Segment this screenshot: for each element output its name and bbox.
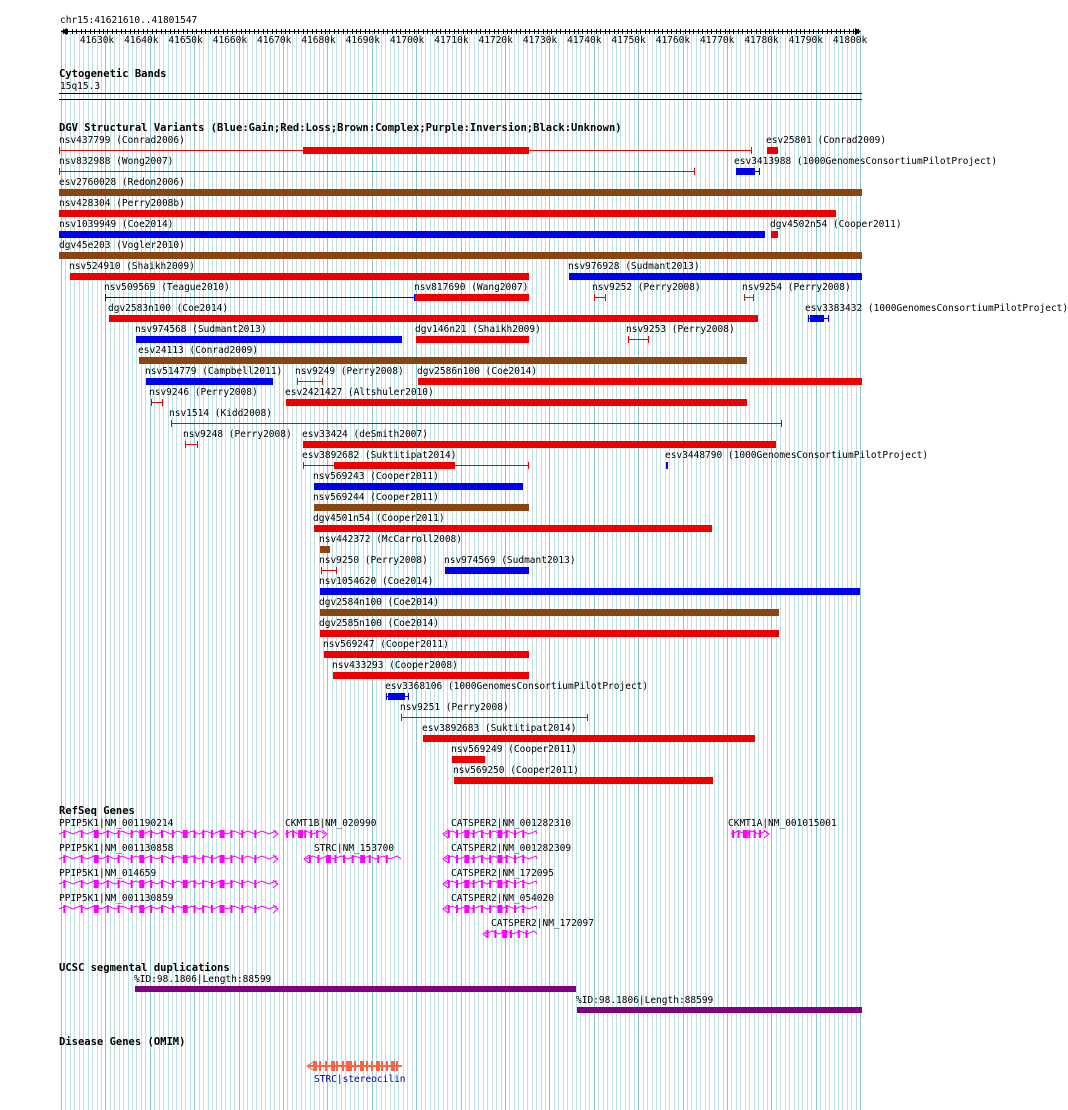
- dgv-label-nsv9250[interactable]: nsv9250 (Perry2008): [319, 555, 428, 566]
- dgv-label-esv33424[interactable]: esv33424 (deSmith2007): [302, 429, 428, 440]
- dgv-label-nsv9254[interactable]: nsv9254 (Perry2008): [742, 282, 851, 293]
- gene-label-ckmt1a-nm-001015001[interactable]: CKMT1A|NM_001015001: [728, 818, 837, 829]
- dgv-bar-dgv2584n100[interactable]: [320, 609, 779, 616]
- dgv-bar-dgv45e203[interactable]: [59, 252, 862, 259]
- dgv-cap-nsv509569: [105, 294, 106, 301]
- dgv-label-esv3892682[interactable]: esv3892682 (Suktitipat2014): [302, 450, 457, 461]
- dgv-cap-nsv437799: [59, 147, 60, 154]
- dgv-label-nsv569249[interactable]: nsv569249 (Cooper2011): [451, 744, 577, 755]
- dgv-line-nsv509569[interactable]: [105, 297, 415, 298]
- dgv-label-dgv2585n100[interactable]: dgv2585n100 (Coe2014): [319, 618, 440, 629]
- dgv-label-dgv146n21[interactable]: dgv146n21 (Shaikh2009): [415, 324, 541, 335]
- dgv-cap-nsv9252: [594, 294, 595, 301]
- gene-label-catsper2-nm-172097[interactable]: CATSPER2|NM_172097: [491, 918, 594, 929]
- dgv-cap-esv3368106: [386, 693, 387, 700]
- dgv-bar-esv3368106[interactable]: [388, 693, 405, 700]
- segdup-label[interactable]: %ID:98.1806|Length:88599: [134, 974, 272, 985]
- segdup-bar[interactable]: [135, 986, 576, 992]
- dgv-label-nsv569250[interactable]: nsv569250 (Cooper2011): [453, 765, 579, 776]
- omim-label-strc[interactable]: STRC|stereocilin: [314, 1074, 406, 1085]
- ruler-tick-label: 41800k: [832, 35, 868, 46]
- dgv-cap-nsv9248: [197, 441, 198, 448]
- dgv-line-nsv1514[interactable]: [171, 423, 782, 424]
- segdup-bar[interactable]: [577, 1007, 862, 1013]
- gene-label-ppip5k1-nm-001190214[interactable]: PPIP5K1|NM_001190214: [59, 818, 174, 829]
- dgv-label-esv3383432[interactable]: esv3383432 (1000GenomesConsortiumPilotProject): [805, 303, 1068, 314]
- dgv-label-nsv509569[interactable]: nsv509569 (Teague2010): [104, 282, 230, 293]
- gene-label-strc-nm-153700[interactable]: STRC|NM_153700: [314, 843, 395, 854]
- dgv-cap-nsv9246: [151, 399, 152, 406]
- omim-track-title: Disease Genes (OMIM): [59, 1036, 186, 1048]
- dgv-label-nsv9249[interactable]: nsv9249 (Perry2008): [295, 366, 404, 377]
- dgv-bar-nsv569244[interactable]: [314, 504, 529, 511]
- dgv-track-title: DGV Structural Variants (Blue:Gain;Red:Loss;Brown:Complex;Purple:Inversion;Black:Unknown): [59, 122, 622, 134]
- dgv-bar-nsv569243[interactable]: [314, 483, 523, 490]
- dgv-bar-dgv2586n100[interactable]: [418, 378, 862, 385]
- ruler-tick-label: 41670k: [257, 35, 292, 46]
- dgv-bar-nsv442372[interactable]: [320, 546, 330, 553]
- dgv-bar-nsv569250[interactable]: [454, 777, 713, 784]
- dgv-cap-esv3383432: [828, 315, 829, 322]
- dgv-cap-nsv9246: [162, 399, 163, 406]
- ruler-tick-label: 41680k: [301, 35, 336, 46]
- dgv-bar-esv2760028[interactable]: [59, 189, 862, 196]
- dgv-cap-nsv1514: [171, 420, 172, 427]
- ruler-tick-label: 41790k: [788, 35, 823, 46]
- dgv-bar-nsv1039949[interactable]: [59, 231, 765, 238]
- dgv-bar-nsv974568[interactable]: [136, 336, 402, 343]
- dgv-label-nsv9246[interactable]: nsv9246 (Perry2008): [149, 387, 258, 398]
- dgv-label-esv3368106[interactable]: esv3368106 (1000GenomesConsortiumPilotProject): [385, 681, 649, 692]
- dgv-label-nsv1054620[interactable]: nsv1054620 (Coe2014): [319, 576, 434, 587]
- dgv-cap-nsv9254: [753, 294, 754, 301]
- dgv-bar-esv3892682[interactable]: [334, 462, 455, 469]
- dgv-bar-esv3448790[interactable]: [666, 462, 668, 469]
- dgv-bar-dgv4501n54[interactable]: [314, 525, 712, 532]
- dgv-bar-nsv437799[interactable]: [303, 147, 529, 154]
- dgv-label-nsv1514[interactable]: nsv1514 (Kidd2008): [169, 408, 272, 419]
- region-label: chr15:41621610..41801547: [60, 15, 198, 26]
- dgv-bar-esv3892683[interactable]: [423, 735, 755, 742]
- segdup-label[interactable]: %ID:98.1806|Length:88599: [576, 995, 714, 1006]
- gene-model-ppip5k1-nm-001190214[interactable]: [56, 828, 279, 840]
- dgv-bar-nsv1054620[interactable]: [320, 588, 860, 595]
- dgv-label-esv2760028[interactable]: esv2760028 (Redon2006): [59, 177, 185, 188]
- dgv-bar-nsv514779[interactable]: [146, 378, 273, 385]
- dgv-cap-nsv9250: [321, 567, 322, 574]
- dgv-bar-nsv433293[interactable]: [333, 672, 529, 679]
- gene-label-catsper2-nm-001282309[interactable]: CATSPER2|NM_001282309: [451, 843, 572, 854]
- dgv-label-dgv4501n54[interactable]: dgv4501n54 (Cooper2011): [313, 513, 445, 524]
- dgv-bar-esv3383432[interactable]: [810, 315, 824, 322]
- dgv-cap-nsv9253: [628, 336, 629, 343]
- ruler-tick-label: 41720k: [478, 35, 513, 46]
- gene-label-ckmt1b-nm-020990[interactable]: CKMT1B|NM_020990: [285, 818, 377, 829]
- dgv-bar-esv25801[interactable]: [767, 147, 778, 154]
- dgv-bar-dgv4502n54[interactable]: [771, 231, 778, 238]
- ruler-tick-label: 41770k: [700, 35, 735, 46]
- dgv-bar-dgv2585n100[interactable]: [320, 630, 779, 637]
- gene-label-catsper2-nm-001282310[interactable]: CATSPER2|NM_001282310: [451, 818, 572, 829]
- dgv-cap-nsv9252: [605, 294, 606, 301]
- dgv-bar-nsv817690[interactable]: [415, 294, 529, 301]
- dgv-label-dgv4502n54[interactable]: dgv4502n54 (Cooper2011): [770, 219, 902, 230]
- dgv-label-nsv974569[interactable]: nsv974569 (Sudmant2013): [444, 555, 576, 566]
- gene-model-catsper2-nm-172095[interactable]: [442, 878, 540, 890]
- dgv-cap-esv3383432: [808, 315, 809, 322]
- gene-model-catsper2-nm-054020[interactable]: [442, 903, 540, 915]
- ruler-tick-label: 41710k: [434, 35, 469, 46]
- ruler-tick-label: 41640k: [124, 35, 159, 46]
- dgv-bar-nsv524910[interactable]: [70, 273, 529, 280]
- cytoband-line-top: [59, 93, 862, 94]
- dgv-line-nsv9250[interactable]: [321, 570, 337, 571]
- dgv-label-esv25801[interactable]: esv25801 (Conrad2009): [766, 135, 887, 146]
- dgv-line-nsv832988[interactable]: [59, 171, 695, 172]
- dgv-label-dgv2586n100[interactable]: dgv2586n100 (Coe2014): [417, 366, 538, 377]
- ruler-tick-label: 41700k: [389, 35, 425, 46]
- gene-label-ppip5k1-nm-001130858[interactable]: PPIP5K1|NM_001130858: [59, 843, 174, 854]
- dgv-bar-dgv2583n100[interactable]: [109, 315, 758, 322]
- dgv-label-nsv437799[interactable]: nsv437799 (Conrad2006): [59, 135, 185, 146]
- dgv-bar-dgv146n21[interactable]: [416, 336, 529, 343]
- dgv-label-nsv9251[interactable]: nsv9251 (Perry2008): [400, 702, 509, 713]
- dgv-label-esv2421427[interactable]: esv2421427 (Altshuler2010): [285, 387, 434, 398]
- ruler-tick-label: 41780k: [744, 35, 779, 46]
- gene-model-ppip5k1-nm-001130858[interactable]: [56, 853, 279, 865]
- dgv-cap-esv3892682: [303, 462, 304, 469]
- gene-model-catsper2-nm-172097[interactable]: [482, 928, 540, 940]
- dgv-bar-esv3413988[interactable]: [737, 168, 755, 175]
- dgv-label-esv3892683[interactable]: esv3892683 (Suktitipat2014): [422, 723, 577, 734]
- dgv-bar-esv33424[interactable]: [303, 441, 776, 448]
- cytogenetic-bands-title: Cytogenetic Bands: [59, 68, 167, 80]
- dgv-label-nsv514779[interactable]: nsv514779 (Campbell2011): [145, 366, 283, 377]
- dgv-line-nsv9251[interactable]: [401, 717, 588, 718]
- ruler-tick-label: 41740k: [567, 35, 602, 46]
- dgv-bar-nsv428304[interactable]: [59, 210, 836, 217]
- dgv-label-nsv428304[interactable]: nsv428304 (Perry2008b): [59, 198, 185, 209]
- refseq-track-title: RefSeq Genes: [59, 805, 135, 817]
- dgv-line-nsv9249[interactable]: [297, 381, 323, 382]
- dgv-label-nsv1039949[interactable]: nsv1039949 (Coe2014): [59, 219, 174, 230]
- dgv-cap-esv3368106: [408, 693, 409, 700]
- dgv-cap-nsv9251: [401, 714, 402, 721]
- dgv-label-nsv976928[interactable]: nsv976928 (Sudmant2013): [568, 261, 700, 272]
- dgv-cap-nsv9254: [744, 294, 745, 301]
- gene-model-strc-nm-153700[interactable]: [303, 853, 404, 865]
- dgv-label-nsv569244[interactable]: nsv569244 (Cooper2011): [313, 492, 439, 503]
- dgv-label-nsv9253[interactable]: nsv9253 (Perry2008): [626, 324, 735, 335]
- dgv-label-nsv569247[interactable]: nsv569247 (Cooper2011): [323, 639, 449, 650]
- segdup-track-title: UCSC segmental duplications: [59, 962, 230, 974]
- ruler-tick-label: 41660k: [212, 35, 248, 46]
- dgv-label-esv3413988[interactable]: esv3413988 (1000GenomesConsortiumPilotProject): [734, 156, 998, 167]
- dgv-label-nsv569243[interactable]: nsv569243 (Cooper2011): [313, 471, 439, 482]
- dgv-cap-nsv9248: [185, 441, 186, 448]
- dgv-label-dgv2583n100[interactable]: dgv2583n100 (Coe2014): [108, 303, 229, 314]
- dgv-cap-esv3413988: [759, 168, 760, 175]
- dgv-label-nsv524910[interactable]: nsv524910 (Shaikh2009): [69, 261, 195, 272]
- omim-gene-model[interactable]: [305, 1060, 405, 1072]
- gene-model-ckmt1b-nm-020990[interactable]: [282, 828, 328, 840]
- dgv-label-nsv433293[interactable]: nsv433293 (Cooper2008): [332, 660, 458, 671]
- gene-label-ppip5k1-nm-001130859[interactable]: PPIP5K1|NM_001130859: [59, 893, 174, 904]
- dgv-cap-nsv9251: [587, 714, 588, 721]
- dgv-label-nsv9248[interactable]: nsv9248 (Perry2008): [183, 429, 292, 440]
- dgv-label-esv24113[interactable]: esv24113 (Conrad2009): [138, 345, 259, 356]
- dgv-bar-esv2421427[interactable]: [286, 399, 747, 406]
- gene-model-ppip5k1-nm-014659[interactable]: [56, 878, 279, 890]
- dgv-cap-nsv1514: [781, 420, 782, 427]
- dgv-line-nsv9253[interactable]: [628, 339, 649, 340]
- dgv-bar-nsv569249[interactable]: [452, 756, 485, 763]
- dgv-label-nsv817690[interactable]: nsv817690 (Wang2007): [414, 282, 529, 293]
- dgv-cap-nsv832988: [59, 168, 60, 175]
- gene-label-catsper2-nm-054020[interactable]: CATSPER2|NM_054020: [451, 893, 554, 904]
- dgv-bar-nsv974569[interactable]: [445, 567, 529, 574]
- gene-label-catsper2-nm-172095[interactable]: CATSPER2|NM_172095: [451, 868, 554, 879]
- dgv-cap-esv3892682: [528, 462, 529, 469]
- gene-model-ppip5k1-nm-001130859[interactable]: [56, 903, 279, 915]
- ruler-tick-label: 41760k: [655, 35, 691, 46]
- ruler-tick-label: 41630k: [79, 35, 115, 46]
- dgv-label-nsv832988[interactable]: nsv832988 (Wong2007): [59, 156, 174, 167]
- dgv-bar-nsv569247[interactable]: [324, 651, 529, 658]
- coordinate-ruler[interactable]: [0, 22, 890, 46]
- ruler-tick-label: 41750k: [611, 35, 646, 46]
- gene-model-ckmt1a-nm-001015001[interactable]: [728, 828, 770, 840]
- ruler-tick-label: 41690k: [345, 35, 380, 46]
- dgv-cap-nsv832988: [694, 168, 695, 175]
- dgv-label-nsv442372[interactable]: nsv442372 (McCarroll2008): [319, 534, 462, 545]
- dgv-bar-nsv976928[interactable]: [569, 273, 862, 280]
- cytoband-label[interactable]: 15q15.3: [60, 81, 101, 92]
- gene-label-ppip5k1-nm-014659[interactable]: PPIP5K1|NM_014659: [59, 868, 157, 879]
- dgv-label-nsv9252[interactable]: nsv9252 (Perry2008): [592, 282, 701, 293]
- gene-model-catsper2-nm-001282309[interactable]: [442, 853, 540, 865]
- dgv-cap-nsv9253: [648, 336, 649, 343]
- dgv-label-dgv2584n100[interactable]: dgv2584n100 (Coe2014): [319, 597, 440, 608]
- dgv-label-nsv974568[interactable]: nsv974568 (Sudmant2013): [135, 324, 267, 335]
- cytoband-line-bottom: [59, 99, 862, 100]
- dgv-label-dgv45e203[interactable]: dgv45e203 (Vogler2010): [59, 240, 185, 251]
- dgv-cap-nsv9249: [322, 378, 323, 385]
- dgv-bar-esv24113[interactable]: [139, 357, 747, 364]
- gene-model-catsper2-nm-001282310[interactable]: [442, 828, 540, 840]
- dgv-label-esv3448790[interactable]: esv3448790 (1000GenomesConsortiumPilotProject): [665, 450, 929, 461]
- ruler-tick-label: 41650k: [168, 35, 203, 46]
- dgv-cap-nsv9249: [297, 378, 298, 385]
- dgv-cap-nsv437799: [751, 147, 752, 154]
- dgv-cap-nsv9250: [336, 567, 337, 574]
- ruler-tick-label: 41730k: [522, 35, 558, 46]
